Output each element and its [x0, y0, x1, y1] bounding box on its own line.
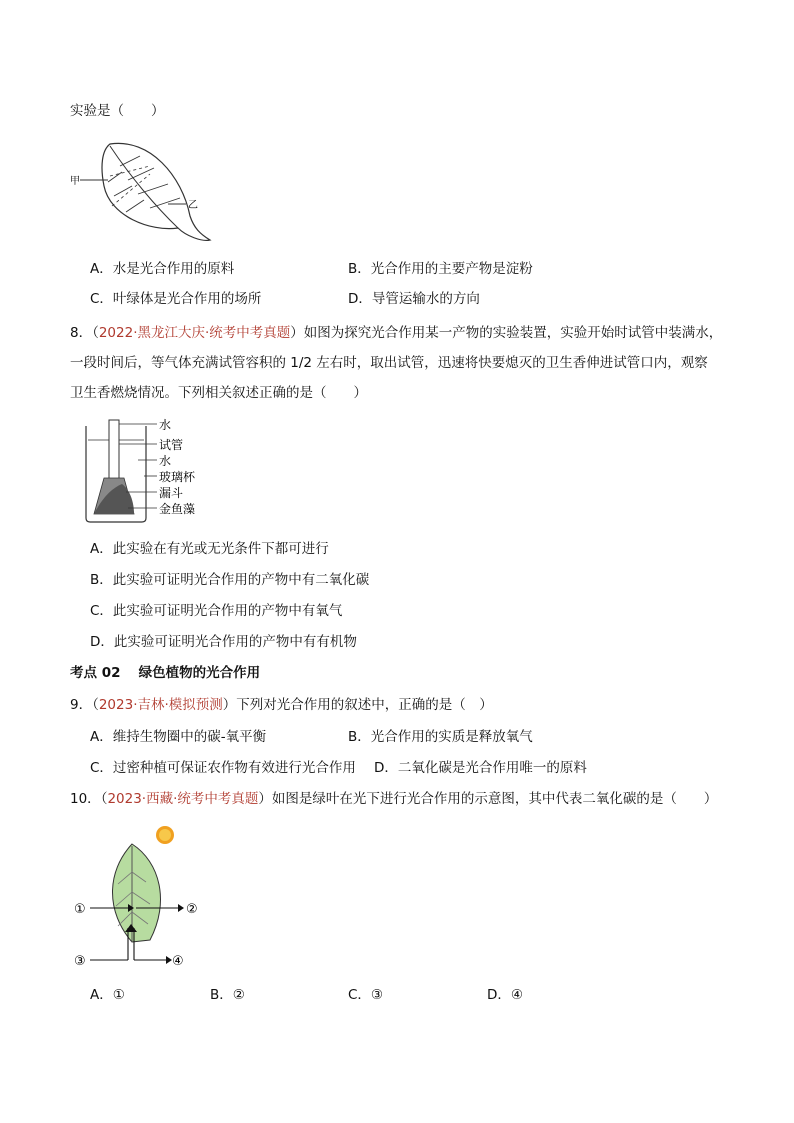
q8-option-d: D．此实验可证明光合作用的产物中有有机物	[90, 634, 357, 650]
q10-label-1: ①	[74, 902, 86, 917]
q10-label-3: ③	[74, 954, 86, 969]
q10-label-2: ②	[186, 902, 198, 917]
q8-source: 2022·黑龙江大庆·统考中考真题	[98, 325, 291, 341]
q8-line2: 一段时间后，等气体充满试管容积的 1/2 左右时，取出试管，迅速将快要熄灭的卫生香伸进试管口内，观察	[70, 355, 708, 371]
q9-option-a: A．维持生物圈中的碳-氧平衡	[90, 729, 267, 745]
q8-label-funnel: 漏斗	[159, 486, 184, 500]
q7-stem-tail: 实验是（ ）	[70, 103, 165, 119]
q7-label-yi: 乙	[188, 200, 198, 211]
q7-option-d: D．导管运输水的方向	[348, 291, 480, 307]
q10-option-a: A．①	[90, 987, 125, 1003]
q10-number: 10．	[70, 791, 101, 807]
q10-option-d: D．④	[487, 987, 523, 1003]
q10-option-b: B．②	[210, 987, 245, 1003]
q9-option-d: D．二氧化碳是光合作用唯一的原料	[374, 760, 587, 776]
q10-line: 10．（2023·西藏·统考中考真题）如图是绿叶在光下进行光合作用的示意图，其中代表二氧化碳的是（ ）	[70, 791, 718, 807]
q8-label-water: 水	[159, 454, 172, 468]
q10-stem: 如图是绿叶在光下进行光合作用的示意图，其中代表二氧化碳的是（ ）	[271, 791, 718, 807]
q8-label-glass: 玻璃杯	[159, 470, 196, 484]
q7-option-a: A．水是光合作用的原料	[90, 261, 235, 277]
q10-label-4: ④	[172, 954, 184, 969]
q8-line1: 8．（2022·黑龙江大庆·统考中考真题）如图为探究光合作用某一产物的实验装置，实验开始时试管中装满水，	[70, 325, 723, 341]
q9-source: 2023·吉林·模拟预测	[98, 697, 223, 713]
q9-option-b: B．光合作用的实质是释放氧气	[348, 729, 533, 745]
q8-label-water-top: 水	[159, 418, 172, 432]
q8-option-a: A．此实验在有光或无光条件下都可进行	[90, 541, 329, 557]
q7-option-c: C．叶绿体是光合作用的场所	[90, 291, 262, 307]
q8-line3: 卫生香燃烧情况。下列相关叙述正确的是（ ）	[70, 385, 367, 401]
q8-number: 8．	[70, 325, 93, 341]
q9-number: 9．	[70, 697, 93, 713]
q9-line: 9．（2023·吉林·模拟预测）下列对光合作用的叙述中，正确的是（ ）	[70, 697, 493, 713]
q7-label-jia: 甲	[70, 176, 80, 187]
q10-source: 2023·西藏·统考中考真题	[107, 791, 259, 807]
q10-leaf-figure	[70, 822, 210, 976]
q9-stem: 下列对光合作用的叙述中，正确的是（ ）	[236, 697, 493, 713]
q8-label-tube: 试管	[159, 438, 184, 452]
q8-option-b: B．此实验可证明光合作用的产物中有二氧化碳	[90, 572, 370, 588]
q7-leaf-figure	[70, 136, 220, 252]
leaf-shape	[113, 844, 161, 942]
q7-option-b: B．光合作用的主要产物是淀粉	[348, 261, 533, 277]
q8-apparatus-figure	[82, 418, 212, 528]
q8-option-c: C．此实验可证明光合作用的产物中有氧气	[90, 603, 343, 619]
q10-option-c: C．③	[348, 987, 384, 1003]
q8-stem-1: 如图为探究光合作用某一产物的实验装置，实验开始时试管中装满水，	[303, 325, 723, 341]
q9-option-c: C．过密种植可保证农作物有效进行光合作用	[90, 760, 356, 776]
section-title: 考点 02 绿色植物的光合作用	[70, 665, 261, 681]
q8-label-hornwort: 金鱼藻	[159, 502, 196, 516]
